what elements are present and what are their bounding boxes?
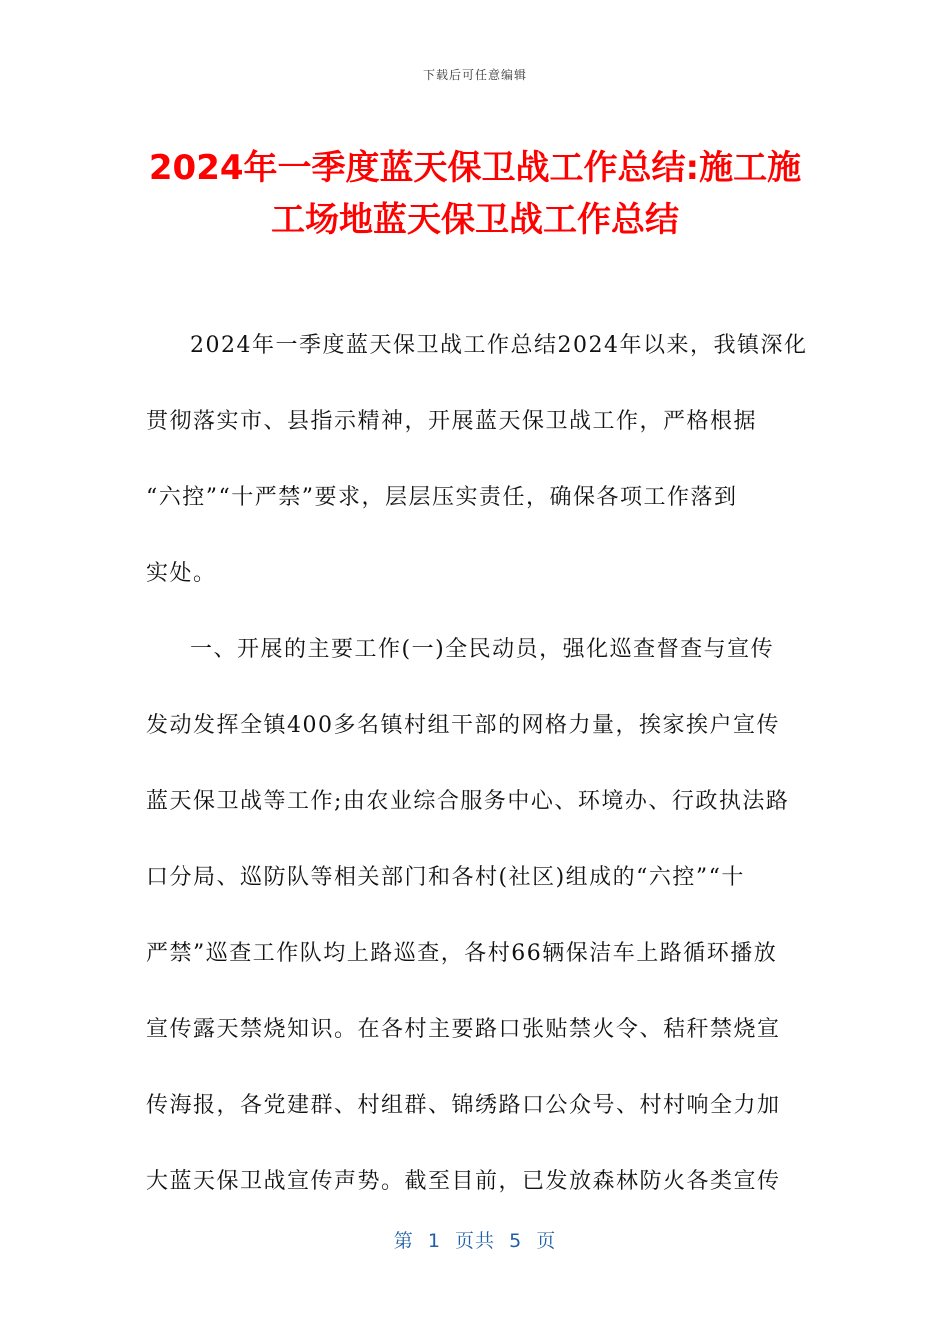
page-footer: 第 1 页共 5 页 [393,1230,557,1252]
body-line: 实处。 [146,561,217,586]
header-note: 下载后可任意编辑 [422,68,527,82]
body-line: 严禁”巡查工作队均上路巡查，各村66辆保洁车上路循环播放 [146,941,778,966]
body-line: 蓝天保卫战等工作;由农业综合服务中心、环境办、行政执法路 [146,789,790,814]
body-line: 一、开展的主要工作(一)全民动员，强化巡查督查与宣传 [190,637,775,662]
document-title [100,142,850,246]
body-line: 口分局、巡防队等相关部门和各村(社区)组成的“六控”“十 [146,865,745,890]
body-line: 2024年一季度蓝天保卫战工作总结2024年以来，我镇深化 [190,333,808,358]
body-line: 宣传露天禁烧知识。在各村主要路口张贴禁火令、秸秆禁烧宣 [146,1017,781,1042]
title-line-1: 2024年一季度蓝天保卫战工作总结:施工施 [148,148,802,188]
body-text [146,320,806,1232]
body-line: 传海报，各党建群、村组群、锦绣路口公众号、村村响全力加 [146,1093,781,1118]
body-line: 发动发挥全镇400多名镇村组干部的网格力量，挨家挨户宣传 [146,713,780,738]
body-line: 大蓝天保卫战宣传声势。截至目前，已发放森林防火各类宣传 [146,1169,781,1194]
title-line-2: 工场地蓝天保卫战工作总结 [271,200,679,240]
body-line: 贯彻落实市、县指示精神，开展蓝天保卫战工作，严格根据 [146,409,758,434]
body-line: “六控”“十严禁”要求，层层压实责任，确保各项工作落到 [146,485,738,510]
